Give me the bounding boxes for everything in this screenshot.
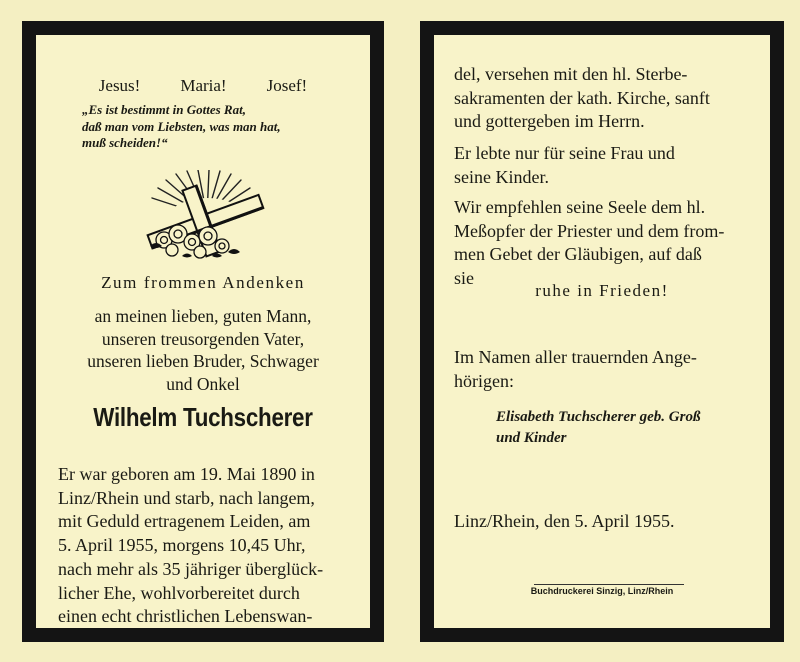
printer-credit: Buchdruckerei Sinzig, Linz/Rhein <box>530 586 674 596</box>
bio-line: einen echt christlichen Lebenswan- <box>58 606 313 627</box>
text-line: und gottergeben im Herrn. <box>454 111 645 132</box>
on-behalf-paragraph <box>454 346 697 393</box>
text-line: men Gebet der Gläubigen, auf daß <box>454 244 702 265</box>
invocation <box>36 76 370 96</box>
text-line: Meßopfer der Priester und dem from- <box>454 220 725 241</box>
biography-continuation <box>454 63 710 134</box>
dedication-line: unseren lieben Bruder, Schwager <box>87 351 319 371</box>
quote-line: daß man vom Liebsten, was man hat, <box>82 118 281 134</box>
text-line: Wir empfehlen seine Seele dem hl. <box>454 197 706 217</box>
biography <box>58 463 323 629</box>
bio-line: Er war geboren am 19. Mai 1890 in <box>58 464 315 484</box>
signatories <box>496 407 700 449</box>
bio-line: nach mehr als 35 jähriger überglück- <box>58 558 324 579</box>
text-line: sie <box>454 268 474 289</box>
dedication-line: an meinen lieben, guten Mann, <box>94 306 312 326</box>
invocation-maria: Maria! <box>180 76 227 95</box>
text-line: sakramenten der kath. Kirche, sanft <box>454 87 710 108</box>
printer-divider <box>534 584 684 585</box>
text-line: del, versehen mit den hl. Sterbe- <box>454 64 688 84</box>
text-line: seine Kinder. <box>454 166 549 187</box>
recommendation-paragraph <box>454 196 724 291</box>
dedication-line: und Onkel <box>166 373 240 394</box>
quote-line: „Es ist bestimmt in Gottes Rat, <box>82 102 246 117</box>
lived-paragraph <box>454 142 675 189</box>
deceased-name: Wilhelm Tuchscherer <box>93 402 313 432</box>
right-panel <box>420 21 784 642</box>
text-line: Im Namen aller trauernden Ange- <box>454 347 697 367</box>
invocation-josef: Josef! <box>266 76 308 95</box>
andenken-heading: Zum frommen Andenken <box>101 273 305 292</box>
quote <box>82 102 281 152</box>
dedication-line: unseren treusorgenden Vater, <box>101 328 305 349</box>
bio-line: 5. April 1955, morgens 10,45 Uhr, <box>58 535 306 556</box>
bio-line: mit Geduld ertragenem Leiden, am <box>58 511 311 532</box>
dedication <box>36 305 370 395</box>
signatory-line: und Kinder <box>496 430 567 446</box>
bio-line: Linz/Rhein und starb, nach langem, <box>58 487 315 508</box>
signatory-line: Elisabeth Tuchscherer geb. Groß <box>496 409 701 425</box>
invocation-jesus: Jesus! <box>98 76 141 95</box>
text-line: hörigen: <box>454 370 514 391</box>
rest-in-peace: ruhe in Frieden! <box>535 281 669 300</box>
left-panel <box>22 21 384 642</box>
place-date: Linz/Rhein, den 5. April 1955. <box>454 511 675 531</box>
quote-line: muß scheiden!“ <box>82 135 168 150</box>
bio-line: licher Ehe, wohlvorbereitet durch <box>58 582 300 603</box>
text-line: Er lebte nur für seine Frau und <box>454 143 675 163</box>
cross-with-roses-and-rays-icon <box>132 170 282 267</box>
